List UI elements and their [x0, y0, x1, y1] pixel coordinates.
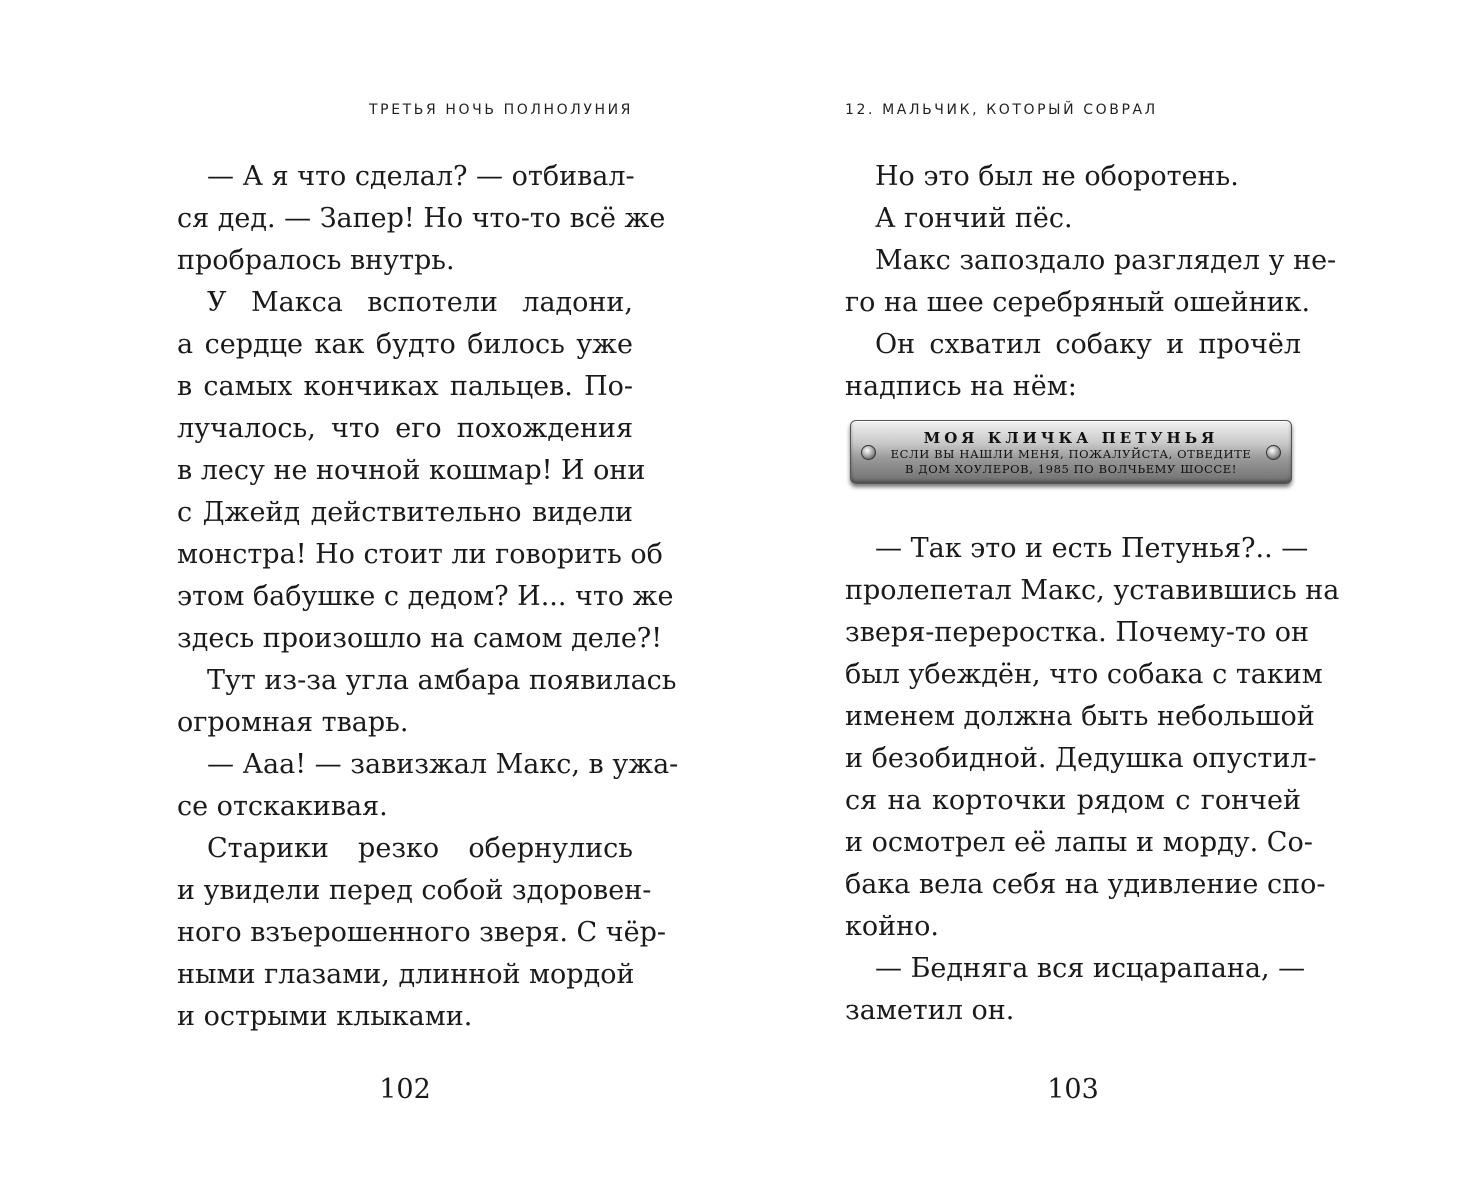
right-page — [845, 0, 1340, 1182]
tag-line: В ДОМ ХОУЛЕРОВ, 1985 ПО ВОЛЧЬЕМУ ШОССЕ! — [904, 462, 1237, 476]
text-line: пролепетал Макс, уставившись на — [845, 575, 1340, 606]
rivet-icon — [1266, 445, 1281, 460]
right-running-head: 12. МАЛЬЧИК, КОТОРЫЙ СОВРАЛ — [845, 102, 1158, 118]
text-line: Тут из-за угла амбара появилась — [207, 665, 677, 696]
text-line: ными глазами, длинной мордой — [177, 959, 635, 990]
right-page-text — [845, 156, 1340, 1032]
text-line: с Джейд действительно видели — [177, 497, 633, 528]
text-line: и безобидной. Дедушка опустил- — [845, 743, 1317, 774]
text-line: Но это был не оборотень. — [875, 161, 1239, 192]
text-line: монстра! Но стоит ли говорить об — [177, 539, 663, 570]
text-line: именем должна быть небольшой — [845, 701, 1315, 732]
text-line: огромная тварь. — [177, 707, 409, 738]
text-line: лучалось, что его похождения — [177, 413, 633, 444]
text-line: и осмотрел её лапы и морду. Со- — [845, 827, 1313, 858]
collar-tag-illustration — [845, 420, 1301, 506]
text-line: пробралось внутрь. — [177, 245, 455, 276]
text-line: го на шее серебряный ошейник. — [845, 287, 1311, 318]
text-line: ся на корточки рядом с гончей — [845, 785, 1301, 816]
text-line: в самых кончиках пальцев. По- — [177, 371, 633, 402]
text-line: се отскакивая. — [177, 791, 388, 822]
text-line: надпись на нём: — [845, 371, 1077, 402]
text-line: — Ааа! — завизжал Макс, в ужа- — [207, 749, 679, 780]
text-line: Он схватил собаку и прочёл — [875, 329, 1301, 360]
text-line: заметил он. — [845, 995, 1015, 1026]
text-line: бака вела себя на удивление спо- — [845, 869, 1326, 900]
text-line: ся дед. — Запер! Но что-то всё же — [177, 203, 666, 234]
page-number-right: 103 — [1047, 1074, 1099, 1105]
page-number-left: 102 — [379, 1074, 431, 1105]
text-line: и острыми клыками. — [177, 1001, 473, 1032]
text-line: Старики резко обернулись — [207, 833, 633, 864]
text-line: и увидели перед собой здоровен- — [177, 875, 652, 906]
text-line: в лесу не ночной кошмар! И они — [177, 455, 646, 486]
text-line: Макс запоздало разглядел у не- — [875, 245, 1337, 276]
left-running-head: ТРЕТЬЯ НОЧЬ ПОЛНОЛУНИЯ — [369, 102, 633, 118]
tag-title: МОЯ КЛИЧКА ПЕТУНЬЯ — [923, 429, 1219, 447]
text-line: был убеждён, что собака с таким — [845, 659, 1323, 690]
text-line: койно. — [845, 911, 939, 942]
rivet-icon — [861, 445, 876, 460]
left-page-text — [177, 156, 679, 1038]
text-line: — Бедняга вся исцарапана, — — [875, 953, 1306, 984]
left-page — [177, 0, 679, 1182]
collar-tag — [850, 420, 1292, 484]
text-line: а сердце как будто билось уже — [177, 329, 633, 360]
text-line: здесь произошло на самом деле?! — [177, 623, 663, 654]
text-line: ного взъерошенного зверя. С чёр- — [177, 917, 667, 948]
tag-line: ЕСЛИ ВЫ НАШЛИ МЕНЯ, ПОЖАЛУЙСТА, ОТВЕДИТЕ — [890, 447, 1252, 461]
text-line: этом бабушке с дедом? И... что же — [177, 581, 674, 612]
text-line: А гончий пёс. — [875, 203, 1073, 234]
text-line: зверя-переростка. Почему-то он — [845, 617, 1309, 648]
text-line: — А я что сделал? — отбивал- — [207, 161, 635, 192]
text-line: — Так это и есть Петунья?.. — — [875, 533, 1309, 564]
text-line: У Макса вспотели ладони, — [207, 287, 633, 318]
